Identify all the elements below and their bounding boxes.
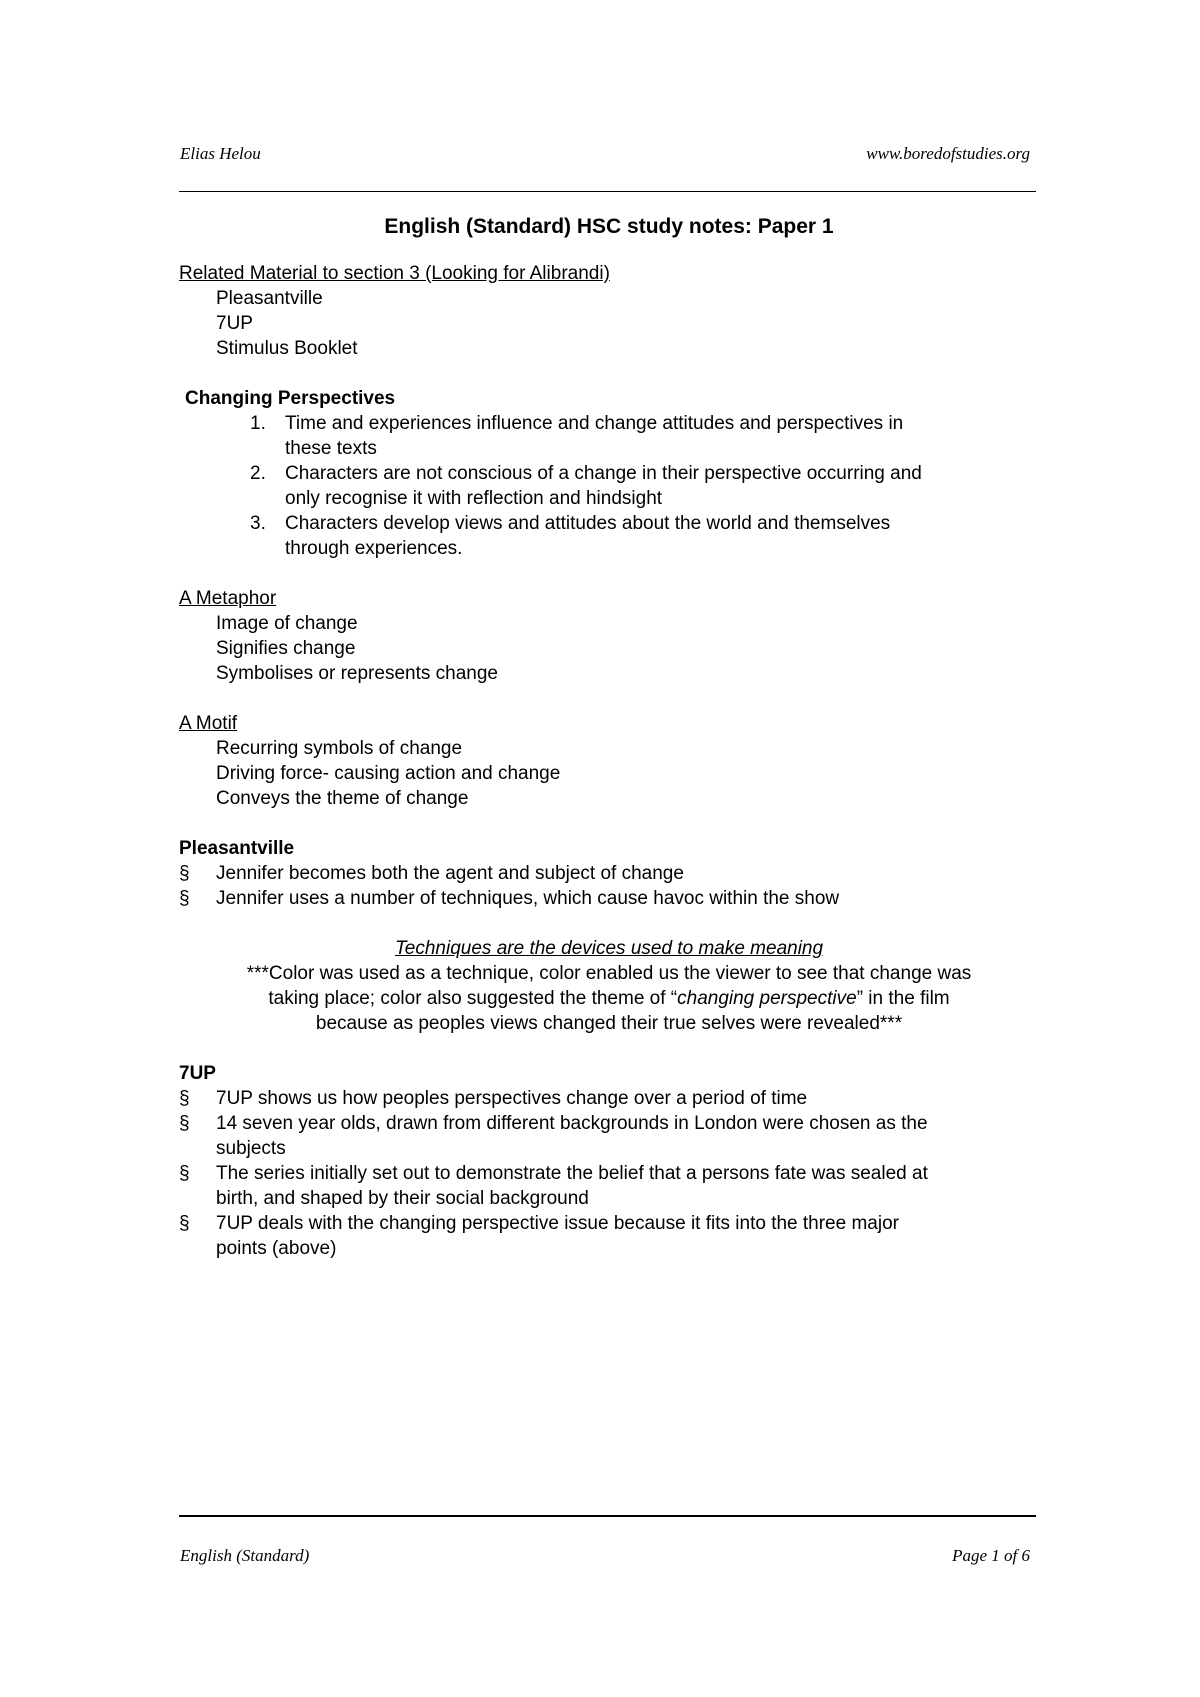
item-text: 7UP deals with the changing perspective issue because it fits into the three major [216, 1213, 899, 1234]
header-author: Elias Helou [180, 144, 261, 163]
section-mark: § [179, 1213, 190, 1234]
item-text-cont: subjects [216, 1138, 286, 1159]
point-number: 2. [250, 463, 266, 484]
techniques-line: ***Color was used as a technique, color enabled us the viewer to see that change was [246, 963, 972, 984]
footer-page-number: Page 1 of 6 [952, 1546, 1030, 1565]
sevenup-item [179, 1211, 1039, 1261]
sevenup-item [179, 1086, 1039, 1111]
point-number: 3. [250, 513, 266, 534]
techniques-block [179, 936, 1039, 1036]
sevenup-item [179, 1111, 1039, 1161]
techniques-text: taking place; color also suggested the theme of “ [268, 988, 678, 1009]
related-item: Stimulus Booklet [216, 338, 358, 359]
pleasantville-item [179, 861, 1039, 886]
techniques-emphasis: changing perspective [677, 988, 857, 1009]
techniques-text: ” in the film [856, 988, 950, 1009]
changing-point [179, 461, 1039, 511]
point-number: 1. [250, 413, 266, 434]
point-text-cont: only recognise it with reflection and hindsight [285, 488, 663, 509]
changing-point [179, 511, 1039, 561]
page-title: English (Standard) HSC study notes: Paper 1 [384, 215, 834, 238]
pleasantville-heading: Pleasantville [179, 838, 295, 859]
point-text: Characters develop views and attitudes about the world and themselves [285, 513, 891, 534]
motif-item: Recurring symbols of change [216, 738, 463, 759]
motif-item: Driving force- causing action and change [216, 763, 561, 784]
item-text: The series initially set out to demonstrate the belief that a persons fate was sealed at [216, 1163, 928, 1184]
related-heading: Related Material to section 3 (Looking for Alibrandi) [179, 263, 610, 284]
changing-heading: Changing Perspectives [185, 388, 396, 409]
item-text-cont: points (above) [216, 1238, 337, 1259]
point-text-cont: through experiences. [285, 538, 463, 559]
item-text: Jennifer becomes both the agent and subject of change [216, 863, 684, 884]
header-divider [179, 191, 1036, 192]
changing-point [179, 411, 1039, 461]
sevenup-item [179, 1161, 1039, 1211]
point-text: Time and experiences influence and change attitudes and perspectives in [285, 413, 904, 434]
pleasantville-item [179, 886, 1039, 911]
metaphor-item: Symbolises or represents change [216, 663, 498, 684]
point-text: Characters are not conscious of a change in their perspective occurring and [285, 463, 922, 484]
motif-heading: A Motif [179, 713, 238, 734]
metaphor-heading: A Metaphor [179, 588, 277, 609]
techniques-heading: Techniques are the devices used to make meaning [394, 938, 824, 959]
section-mark: § [179, 1163, 190, 1184]
item-text: 14 seven year olds, drawn from different backgrounds in London were chosen as the [216, 1113, 928, 1134]
section-mark: § [179, 863, 190, 884]
header-website: www.boredofstudies.org [866, 144, 1030, 163]
related-item: 7UP [216, 313, 253, 334]
point-text-cont: these texts [285, 438, 377, 459]
footer-subject: English (Standard) [180, 1546, 310, 1565]
footer-divider [179, 1515, 1036, 1517]
related-item: Pleasantville [216, 288, 323, 309]
techniques-line [179, 986, 1039, 1011]
section-mark: § [179, 1088, 190, 1109]
motif-item: Conveys the theme of change [216, 788, 469, 809]
item-text: 7UP shows us how peoples perspectives change over a period of time [216, 1088, 808, 1109]
section-mark: § [179, 1113, 190, 1134]
section-mark: § [179, 888, 190, 909]
techniques-line: because as peoples views changed their true selves were revealed*** [315, 1013, 903, 1034]
metaphor-item: Signifies change [216, 638, 356, 659]
sevenup-heading: 7UP [179, 1063, 216, 1084]
document-body [179, 214, 1039, 1261]
item-text-cont: birth, and shaped by their social background [216, 1188, 589, 1209]
item-text: Jennifer uses a number of techniques, which cause havoc within the show [216, 888, 840, 909]
metaphor-item: Image of change [216, 613, 358, 634]
changing-list [179, 411, 1039, 561]
